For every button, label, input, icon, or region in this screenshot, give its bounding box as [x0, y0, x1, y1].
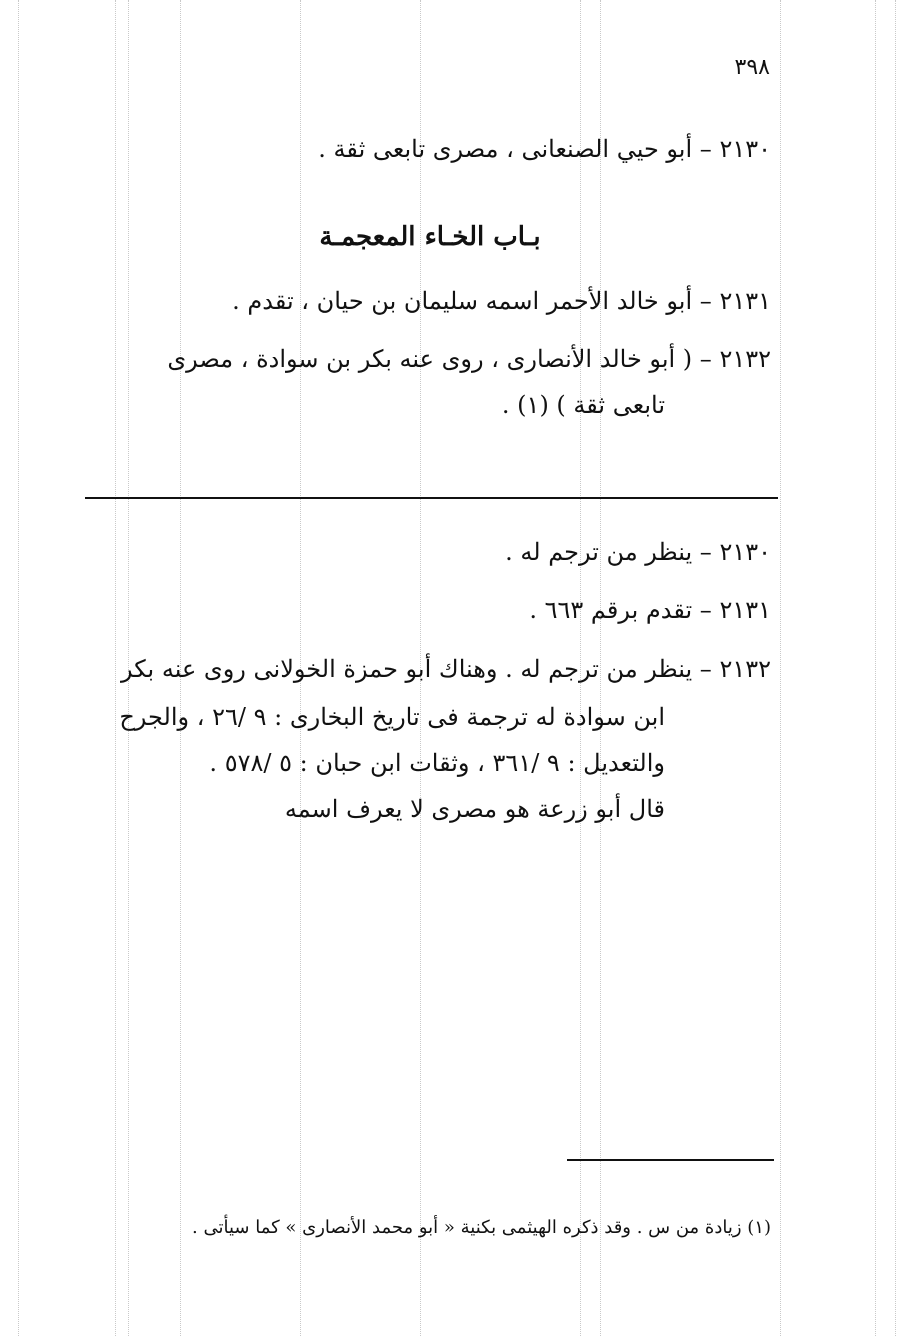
entry-text: ( أبو خالد الأنصارى ، روى عنه بكر بن سوادة ، مصرى	[167, 345, 693, 373]
entry-number: ٢١٣٢	[719, 345, 771, 373]
note-text: تقدم برقم ٦٦٣ .	[529, 596, 693, 624]
section-heading: بـاب الخـاء المعجمـة	[319, 222, 541, 252]
note-dash: –	[699, 538, 712, 566]
entry-dash: –	[699, 287, 712, 315]
entry-number: ٢١٣٠	[719, 135, 771, 163]
entry-continuation: تابعى ثقة ) (١) .	[501, 391, 665, 419]
footnote: (١) زيادة من س . وقد ذكره الهيثمى بكنية « أبو محمد الأنصارى » كما سيأتى .	[192, 1217, 771, 1238]
scan-line	[115, 0, 116, 1336]
scan-line	[780, 0, 781, 1336]
note-dash: –	[699, 655, 712, 683]
note-number: ٢١٣٢	[719, 655, 771, 683]
note-continuation: ابن سوادة له ترجمة فى تاريخ البخارى : ٩ /٢٦ ، والجرح	[119, 703, 665, 731]
note-text: ينظر من ترجم له .	[505, 538, 693, 566]
page-number: ٣٩٨	[734, 55, 770, 80]
entry-2131	[232, 284, 771, 318]
entry-2132	[167, 342, 771, 376]
scan-line	[875, 0, 876, 1336]
entry-2130	[318, 132, 771, 166]
entry-dash: –	[699, 345, 712, 373]
entry-dash: –	[699, 135, 712, 163]
entry-text: أبو حيي الصنعانى ، مصرى تابعى ثقة .	[318, 135, 693, 163]
note-continuation: قال أبو زرعة هو مصرى لا يعرف اسمه	[284, 795, 665, 823]
note-number: ٢١٣٠	[719, 538, 771, 566]
note-continuation: والتعديل : ٩ /٣٦١ ، وثقات ابن حبان : ٥ /٥٧٨ .	[209, 749, 665, 777]
entry-text: أبو خالد الأحمر اسمه سليمان بن حيان ، تقدم .	[232, 287, 693, 315]
footnote-separator	[567, 1159, 774, 1161]
note-dash: –	[699, 596, 712, 624]
note-number: ٢١٣١	[719, 596, 771, 624]
entry-number: ٢١٣١	[719, 287, 771, 315]
scan-line	[895, 0, 896, 1336]
separator-line	[85, 497, 778, 499]
note-2130	[505, 535, 771, 569]
scan-line	[18, 0, 19, 1336]
note-text: ينظر من ترجم له . وهناك أبو حمزة الخولانى روى عنه بكر	[121, 655, 693, 683]
note-2132	[121, 652, 771, 686]
note-2131	[529, 593, 771, 627]
